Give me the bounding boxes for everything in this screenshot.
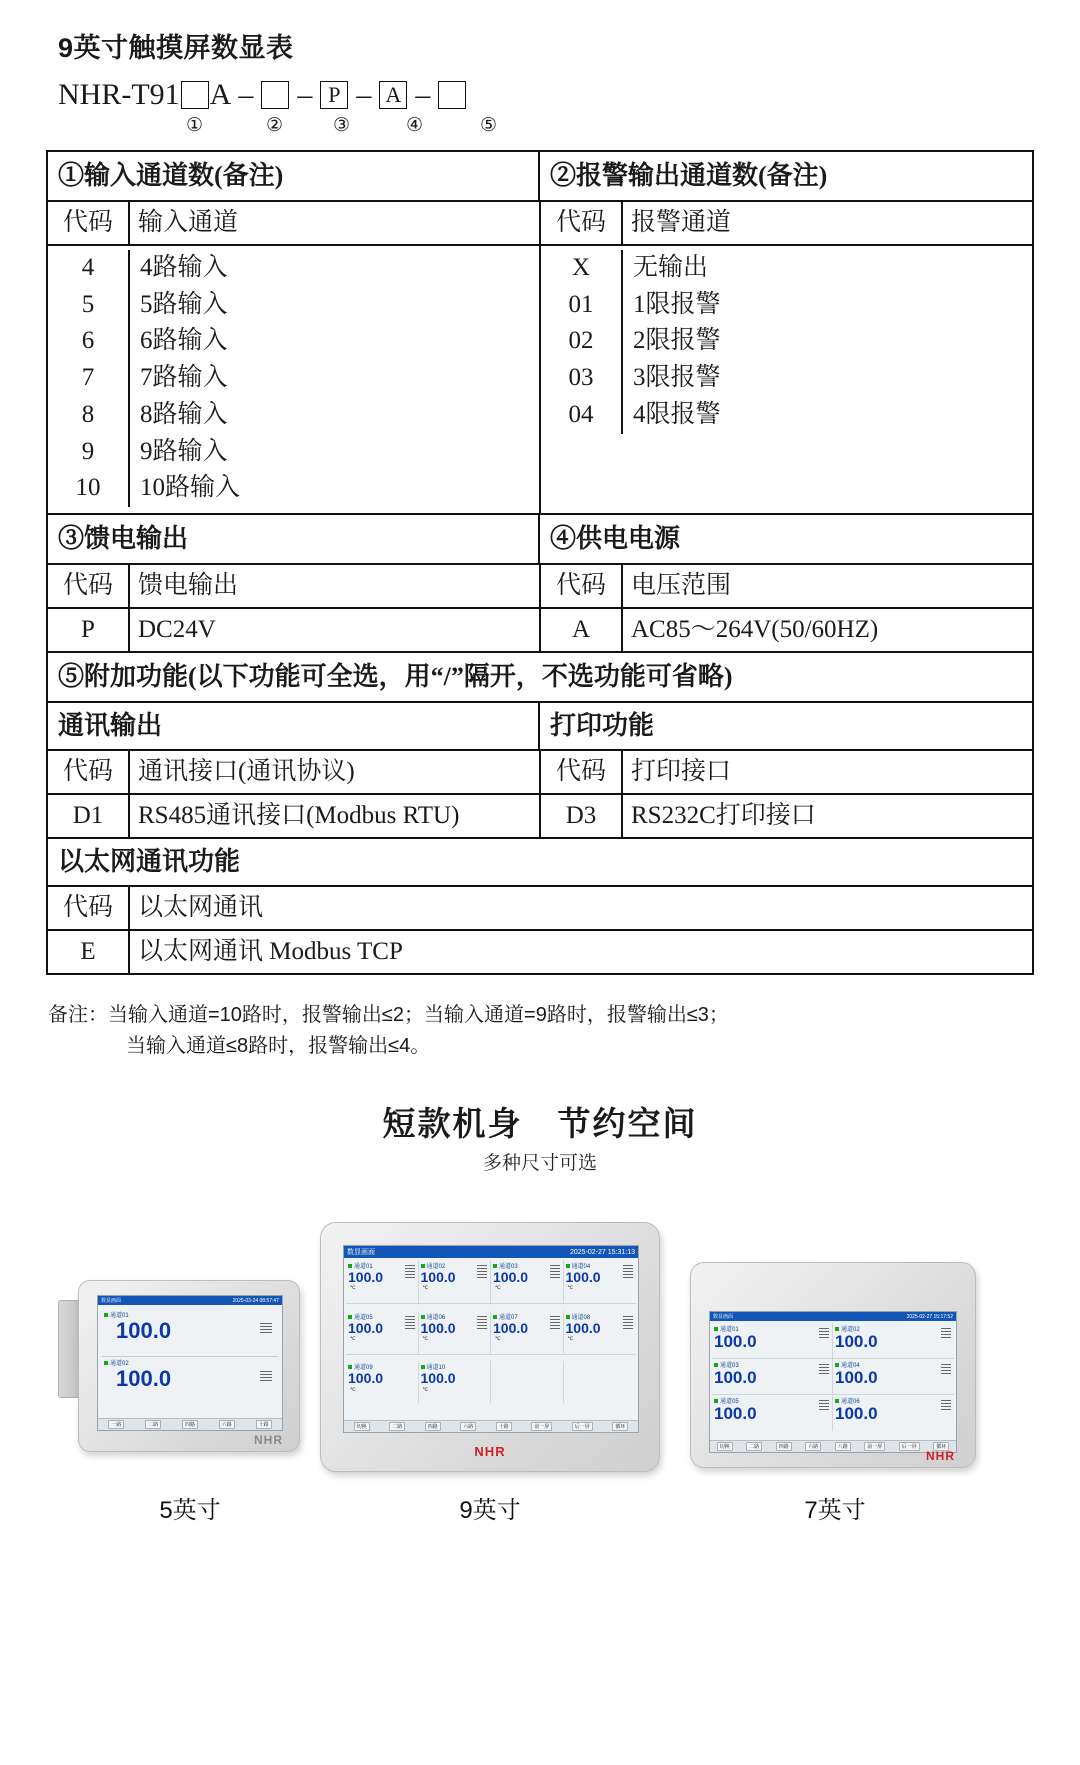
- screen-timestamp: 2025-02-27 15:17:52: [906, 1313, 953, 1320]
- screen-title: 数显画面: [347, 1249, 375, 1256]
- bar-gauge-icon: [941, 1364, 951, 1376]
- channel-card: [564, 1260, 637, 1304]
- list-item: [48, 360, 539, 397]
- channel-unit: ℃: [350, 1336, 356, 1343]
- marker-4: ④: [406, 115, 424, 136]
- code: P: [48, 609, 130, 651]
- status-dot-icon: [714, 1399, 718, 1403]
- channel-name: 通道02: [426, 1264, 446, 1270]
- status-dot-icon: [835, 1399, 839, 1403]
- status-dot-icon: [566, 1264, 570, 1268]
- status-dot-icon: [493, 1315, 497, 1319]
- section2-col2-header: 报警通道: [631, 208, 732, 236]
- section3-row: [48, 609, 541, 653]
- list-item: [541, 360, 1032, 397]
- channel-card: [419, 1311, 492, 1355]
- model-blank-1: [181, 81, 209, 109]
- channel-unit: ℃: [495, 1336, 501, 1343]
- screen-button[interactable]: 切换: [717, 1442, 733, 1451]
- table-row: [48, 202, 1032, 246]
- code: 02: [541, 323, 623, 360]
- bar-gauge-icon: [550, 1316, 560, 1331]
- section5-right-colheads: [541, 751, 1032, 795]
- channel-name: 通道01: [110, 1313, 129, 1319]
- status-dot-icon: [104, 1313, 108, 1317]
- channel-name: 通道03: [720, 1363, 739, 1369]
- channel-card: [491, 1311, 564, 1355]
- screen-title: 数显画面: [713, 1314, 734, 1320]
- screen-button[interactable]: 二路: [746, 1442, 762, 1451]
- code: 04: [541, 397, 623, 434]
- code: 01: [541, 287, 623, 324]
- section4-col1-header: 代码: [541, 565, 623, 607]
- model-dash-4: –: [415, 78, 431, 111]
- table-row: [48, 565, 1032, 609]
- table-row: [48, 887, 1032, 931]
- code: 9: [48, 434, 130, 471]
- channel-value: 100.0: [420, 1370, 456, 1387]
- channel-card: [833, 1323, 954, 1359]
- ethernet-title: 以太网通讯功能: [48, 839, 1032, 887]
- channel-name: 通道04: [571, 1264, 591, 1270]
- section3-col1-header: 代码: [48, 565, 130, 607]
- spec-table: [46, 150, 1034, 975]
- channel-name: 通道06: [841, 1399, 860, 1405]
- channel-name: 通道04: [841, 1363, 860, 1369]
- channel-unit: ℃: [350, 1285, 356, 1292]
- channel-card: [346, 1311, 419, 1355]
- bar-gauge-icon: [260, 1323, 272, 1335]
- status-dot-icon: [104, 1361, 108, 1365]
- brand-logo: NHR: [926, 1449, 955, 1463]
- model-letter-a: A: [209, 78, 232, 111]
- model-code-p: P: [320, 81, 348, 109]
- screen-timestamp: 2025-03-24 08:57:47: [232, 1297, 279, 1304]
- table-row: [48, 653, 1032, 703]
- channel-value: 100.0: [565, 1269, 601, 1285]
- table-row: [48, 246, 1032, 515]
- channel-unit: ℃: [422, 1386, 429, 1393]
- channel-unit: ℃: [350, 1386, 356, 1393]
- list-item: [541, 250, 1032, 287]
- status-dot-icon: [835, 1327, 839, 1331]
- channel-name: 通道03: [499, 1264, 518, 1270]
- table-row: [48, 515, 1032, 565]
- device-5-inch: [78, 1280, 300, 1452]
- marker-1: ①: [186, 115, 204, 136]
- desc: 5路输入: [140, 290, 228, 318]
- code: 8: [48, 397, 130, 434]
- screen-titlebar: [344, 1246, 638, 1258]
- channel-card: [491, 1260, 564, 1304]
- promo-subtitle: 多种尺寸可选: [482, 1153, 597, 1174]
- promo-title: 短款机身 节约空间: [382, 1105, 698, 1142]
- list-item: [48, 250, 539, 287]
- desc: 以太网通讯 Modbus TCP: [138, 938, 403, 966]
- channel-value: 100.0: [493, 1319, 529, 1336]
- status-dot-icon: [714, 1363, 718, 1367]
- channel-name: 通道05: [720, 1399, 739, 1405]
- channel-name: 通道10: [426, 1365, 446, 1372]
- screen-button[interactable]: 四路: [182, 1420, 198, 1429]
- brand-logo: NHR: [474, 1444, 506, 1459]
- code: D3: [541, 795, 623, 837]
- channel-name: 通道08: [571, 1314, 591, 1321]
- model-dash-3: –: [356, 78, 372, 111]
- channel-value: 100.0: [835, 1368, 878, 1387]
- bar-gauge-icon: [623, 1316, 633, 1331]
- desc: 8路输入: [140, 400, 228, 428]
- list-item: [541, 397, 1032, 434]
- list-item: [48, 323, 539, 360]
- screen-button-row[interactable]: [710, 1440, 956, 1452]
- channel-card: [564, 1311, 637, 1355]
- desc: DC24V: [138, 616, 216, 644]
- table-row: [48, 152, 1032, 202]
- device-9-inch: [320, 1222, 660, 1472]
- list-item: [48, 287, 539, 324]
- status-dot-icon: [348, 1315, 352, 1319]
- table-row: [48, 795, 1032, 839]
- channel-value: 100.0: [116, 1366, 172, 1391]
- screen-timestamp: 2025-02-27 15:31:13: [570, 1248, 635, 1256]
- section4-row: [541, 609, 1032, 653]
- list-item: [48, 470, 539, 507]
- bar-gauge-icon: [405, 1316, 415, 1331]
- channel-unit: ℃: [422, 1336, 429, 1343]
- channel-unit: ℃: [422, 1285, 429, 1292]
- bar-gauge-icon: [260, 1371, 272, 1383]
- bar-gauge-icon: [819, 1400, 829, 1412]
- section1-col2-header: 输入通道: [138, 208, 239, 236]
- section1-col1-header: 代码: [48, 202, 130, 244]
- code: 5: [48, 287, 130, 324]
- section5-header: ⑤附加功能(以下功能可全选，用“/”隔开，不选功能可省略): [48, 653, 1032, 703]
- desc: RS485通讯接口(Modbus RTU): [138, 802, 460, 829]
- screen-button[interactable]: 四路: [776, 1442, 792, 1451]
- device-5-inch-screen: [97, 1295, 283, 1431]
- section1-rows: [48, 246, 541, 515]
- screen-button[interactable]: 前一屏: [864, 1442, 885, 1451]
- desc: 6路输入: [140, 327, 228, 355]
- channel-card: [102, 1309, 278, 1357]
- section5-right-col1-header: 代码: [541, 751, 623, 793]
- model-code-a: A: [379, 81, 407, 109]
- section5-right-title: 打印功能: [540, 703, 1032, 751]
- code: E: [48, 931, 130, 973]
- screen-button[interactable]: 十路: [256, 1420, 272, 1429]
- screen-button[interactable]: 后一屏: [899, 1442, 920, 1451]
- channel-name: 通道06: [426, 1314, 446, 1321]
- device-7-inch-screen: [709, 1311, 957, 1453]
- channel-card: [712, 1359, 833, 1395]
- channel-value: 100.0: [714, 1404, 757, 1423]
- code: X: [541, 250, 623, 287]
- status-dot-icon: [421, 1365, 425, 1369]
- screen-button[interactable]: 六路: [805, 1442, 821, 1451]
- screen-button[interactable]: 循环: [612, 1422, 628, 1431]
- channel-value: 100.0: [565, 1319, 601, 1336]
- status-dot-icon: [421, 1315, 425, 1319]
- channel-value: 100.0: [420, 1319, 456, 1336]
- device-9-inch-screen: [343, 1245, 639, 1433]
- screen-button[interactable]: 六路: [219, 1420, 235, 1429]
- channel-card: [346, 1260, 419, 1304]
- desc: 2限报警: [633, 327, 721, 355]
- model-code: [58, 78, 467, 112]
- list-item: [48, 397, 539, 434]
- ethernet-col2-header: 以太网通讯: [130, 887, 1032, 931]
- screen-button[interactable]: 八路: [835, 1442, 851, 1451]
- section3-header: ③馈电输出: [48, 515, 540, 565]
- channel-card: [712, 1323, 833, 1359]
- bar-gauge-icon: [405, 1265, 415, 1280]
- remark-line-2: 当输入通道≤8路时，报警输出≤4。: [126, 1035, 431, 1057]
- table-row: [48, 703, 1032, 751]
- channel-value: 100.0: [493, 1269, 529, 1285]
- bar-gauge-icon: [941, 1328, 951, 1340]
- status-dot-icon: [348, 1365, 352, 1369]
- screen-button[interactable]: 六路: [460, 1422, 476, 1431]
- channel-value: 100.0: [116, 1318, 172, 1343]
- channel-value: 100.0: [835, 1332, 878, 1351]
- section3-colheads: [48, 565, 541, 609]
- channel-card: [833, 1359, 954, 1395]
- code: 6: [48, 323, 130, 360]
- channel-value: 100.0: [835, 1404, 878, 1423]
- screen-button-row[interactable]: [344, 1420, 638, 1432]
- bar-gauge-icon: [941, 1400, 951, 1412]
- model-dash-2: –: [297, 78, 313, 111]
- channel-unit: ℃: [567, 1336, 574, 1343]
- screen-button[interactable]: 十路: [496, 1422, 512, 1431]
- ethernet-col1-header: 代码: [48, 887, 130, 931]
- list-item: [48, 434, 539, 471]
- channel-name: 通道02: [841, 1327, 860, 1333]
- status-dot-icon: [421, 1264, 425, 1268]
- section5-left-colheads: [48, 751, 541, 795]
- channel-grid: [344, 1258, 638, 1412]
- channel-grid: [710, 1321, 956, 1433]
- channel-name: 通道09: [354, 1365, 373, 1372]
- section3-col2-header: 馈电输出: [138, 571, 239, 599]
- desc: 1限报警: [633, 290, 721, 318]
- bar-gauge-icon: [550, 1265, 560, 1280]
- model-prefix: NHR-T91: [58, 78, 180, 111]
- channel-card: [712, 1395, 833, 1431]
- screen-button-row[interactable]: [98, 1418, 282, 1430]
- section5-right-row: [541, 795, 1032, 839]
- bar-gauge-icon: [623, 1265, 633, 1280]
- marker-2: ②: [266, 115, 284, 136]
- channel-name: 通道05: [354, 1314, 373, 1321]
- device-7-inch: [690, 1262, 976, 1468]
- screen-button[interactable]: 四路: [425, 1422, 441, 1431]
- status-dot-icon: [714, 1327, 718, 1331]
- channel-name: 通道01: [354, 1264, 373, 1270]
- model-markers: [58, 114, 578, 140]
- desc: RS232C打印接口: [631, 802, 816, 829]
- brand-logo: NHR: [254, 1433, 283, 1447]
- code: 03: [541, 360, 623, 397]
- model-blank-2: [261, 81, 289, 109]
- desc: AC85～264V(50/60HZ): [631, 616, 879, 644]
- code: 10: [48, 470, 130, 507]
- screen-button[interactable]: 二路: [389, 1422, 405, 1431]
- channel-card: [419, 1260, 492, 1304]
- table-row: [48, 609, 1032, 653]
- desc: 7路输入: [140, 364, 228, 392]
- bar-gauge-icon: [819, 1364, 829, 1376]
- channel-value: 100.0: [348, 1319, 384, 1336]
- table-row: [48, 931, 1032, 973]
- channel-value: 100.0: [714, 1332, 757, 1351]
- channel-value: 100.0: [348, 1269, 384, 1285]
- code: A: [541, 609, 623, 651]
- section4-header: ④供电电源: [540, 515, 1032, 565]
- channel-card-empty: [564, 1361, 637, 1403]
- desc: 10路输入: [140, 474, 241, 502]
- status-dot-icon: [566, 1315, 570, 1319]
- code: 4: [48, 250, 130, 287]
- list-item: [541, 287, 1032, 324]
- section5-left-title: 通讯输出: [48, 703, 540, 751]
- list-item: [541, 323, 1032, 360]
- channel-card: [419, 1361, 492, 1403]
- device-caption-7in: 7英寸: [804, 1497, 866, 1524]
- model-dash-1: –: [238, 78, 254, 111]
- desc: 4路输入: [140, 253, 228, 281]
- channel-name: 通道02: [110, 1361, 129, 1367]
- desc: 4限报警: [633, 400, 721, 428]
- screen-title: 数显画面: [101, 1298, 122, 1304]
- section5-left-col2-header: 通讯接口(通讯协议): [138, 757, 355, 785]
- channel-value: 100.0: [714, 1368, 757, 1387]
- screen-button[interactable]: 一路: [108, 1420, 124, 1429]
- bar-gauge-icon: [819, 1328, 829, 1340]
- bar-gauge-icon: [477, 1265, 487, 1280]
- bar-gauge-icon: [477, 1316, 487, 1331]
- section1-header: ①输入通道数(备注): [48, 152, 540, 202]
- code: D1: [48, 795, 130, 837]
- screen-button[interactable]: 切换: [354, 1422, 370, 1431]
- section5-left-row: [48, 795, 541, 839]
- channel-card: [346, 1361, 419, 1403]
- screen-button[interactable]: 二路: [145, 1420, 161, 1429]
- screen-button[interactable]: 后一屏: [572, 1422, 593, 1431]
- desc: 无输出: [633, 253, 709, 281]
- channel-card: [833, 1395, 954, 1431]
- channel-unit: ℃: [495, 1285, 501, 1292]
- section2-header: ②报警输出通道数(备注): [540, 152, 1032, 202]
- section2-col1-header: 代码: [541, 202, 623, 244]
- marker-3: ③: [333, 115, 351, 136]
- status-dot-icon: [348, 1264, 352, 1268]
- section2-colheads: [541, 202, 1032, 246]
- section5-left-col1-header: 代码: [48, 751, 130, 793]
- channel-card: [102, 1357, 278, 1405]
- channel-name: 通道07: [499, 1314, 518, 1321]
- section4-col2-header: 电压范围: [631, 571, 732, 599]
- table-row: [48, 751, 1032, 795]
- remark-note: [48, 1000, 1038, 1062]
- screen-titlebar: [710, 1312, 956, 1321]
- section2-rows: [541, 246, 1032, 515]
- section4-colheads: [541, 565, 1032, 609]
- status-dot-icon: [835, 1363, 839, 1367]
- code: 7: [48, 360, 130, 397]
- channel-name: 通道01: [720, 1327, 739, 1333]
- section1-colheads: [48, 202, 541, 246]
- status-dot-icon: [493, 1264, 497, 1268]
- desc: 3限报警: [633, 364, 721, 392]
- channel-unit: ℃: [567, 1285, 574, 1292]
- page-title: 9英寸触摸屏数显表: [58, 33, 294, 63]
- device-gallery: [0, 1190, 1080, 1524]
- channel-value: 100.0: [348, 1370, 384, 1387]
- screen-titlebar: [98, 1296, 282, 1305]
- channel-card-empty: [491, 1361, 564, 1403]
- model-blank-5: [438, 81, 466, 109]
- channel-value: 100.0: [420, 1269, 456, 1285]
- device-caption-5in: 5英寸: [159, 1497, 221, 1524]
- marker-5: ⑤: [480, 115, 498, 136]
- screen-button[interactable]: 前一屏: [531, 1422, 552, 1431]
- section5-right-col2-header: 打印接口: [631, 757, 732, 785]
- screen-button[interactable]: 循环: [933, 1442, 949, 1451]
- remark-line-1: 备注：当输入通道=10路时，报警输出≤2；当输入通道=9路时，报警输出≤3；: [48, 1004, 729, 1026]
- table-row: [48, 839, 1032, 887]
- desc: 9路输入: [140, 437, 228, 465]
- device-caption-9in: 9英寸: [459, 1497, 521, 1524]
